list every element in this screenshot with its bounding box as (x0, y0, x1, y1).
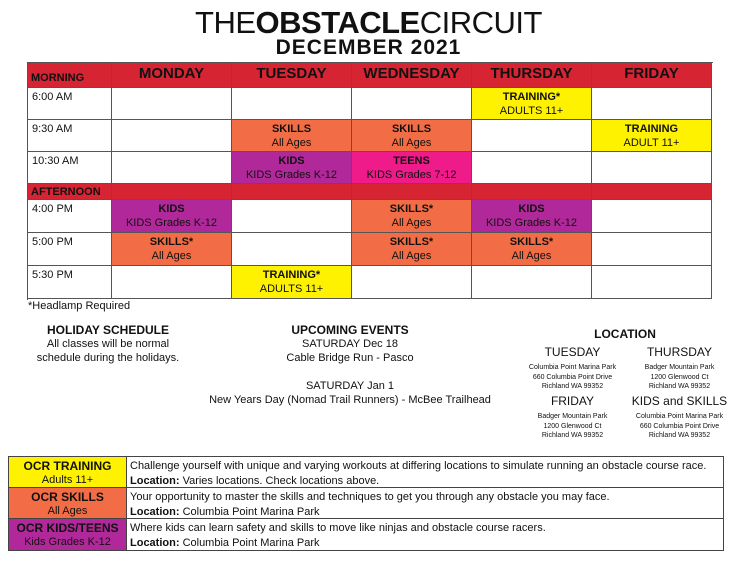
class-skills: SKILLS All Ages (232, 120, 352, 152)
morning-label: MORNING (28, 63, 112, 88)
section-band (472, 184, 592, 200)
legend-row (9, 457, 723, 488)
afternoon-label: AFTERNOON (28, 184, 112, 200)
class-kids: KIDS KIDS Grades K-12 (112, 200, 232, 233)
event-name: New Years Day (Nomad Trail Runners) - McBee Trailhead (209, 394, 491, 406)
empty-cell (112, 120, 232, 152)
holiday-line: schedule during the holidays. (36, 352, 180, 364)
empty-cell (232, 233, 352, 266)
class-skills: SKILLS All Ages (352, 120, 472, 152)
location-address: Columbia Point Marina Park 660 Columbia Point Drive Richland WA 99352 (528, 364, 617, 390)
day-header-tuesday: TUESDAY (232, 63, 352, 88)
class-teens: TEENS KIDS Grades 7-12 (352, 152, 472, 184)
empty-cell (472, 152, 592, 184)
upcoming-events (185, 323, 515, 407)
location-day: FRIDAY (550, 394, 595, 408)
class-kids: KIDS KIDS Grades K-12 (472, 200, 592, 233)
holiday-title: HOLIDAY SCHEDULE (46, 323, 170, 337)
holiday-line: All classes will be normal (46, 338, 170, 350)
class-training: TRAINING* ADULTS 11+ (472, 88, 592, 120)
location-address: Badger Mountain Park 1200 Glenwood Ct Richland WA 99352 (537, 413, 608, 439)
class-skills: SKILLS* All Ages (352, 233, 472, 266)
location-day: THURSDAY (646, 345, 713, 359)
time-cell: 4:00 PM (28, 200, 112, 233)
location-day: KIDS and SKILLS (631, 394, 728, 408)
empty-cell (592, 200, 712, 233)
holiday-schedule (8, 323, 208, 365)
empty-cell (592, 233, 712, 266)
schedule-grid (27, 62, 713, 300)
class-legend (8, 456, 724, 551)
legend-skills-label: OCR SKILLS All Ages (9, 488, 127, 518)
day-header-thursday: THURSDAY (472, 63, 592, 88)
location-address: Columbia Point Marina Park 660 Columbia Point Drive Richland WA 99352 (635, 413, 724, 439)
headlamp-note: *Headlamp Required (28, 300, 131, 312)
empty-cell (472, 120, 592, 152)
section-band (592, 184, 712, 200)
empty-cell (352, 88, 472, 120)
empty-cell (592, 266, 712, 299)
location-day: TUESDAY (544, 345, 601, 359)
time-cell: 6:00 AM (28, 88, 112, 120)
empty-cell (112, 88, 232, 120)
legend-row (9, 519, 723, 550)
brand-logo: THEOBSTACLECIRCUIT (195, 5, 542, 40)
empty-cell (232, 88, 352, 120)
empty-cell (592, 152, 712, 184)
time-cell: 10:30 AM (28, 152, 112, 184)
empty-cell (232, 200, 352, 233)
event-date: SATURDAY Dec 18 (302, 338, 398, 350)
location-address: Badger Mountain Park 1200 Glenwood Ct Richland WA 99352 (644, 364, 715, 390)
empty-cell (112, 152, 232, 184)
class-skills: SKILLS* All Ages (112, 233, 232, 266)
time-cell: 9:30 AM (28, 120, 112, 152)
legend-description: Challenge yourself with unique and varying workouts at differing locations to simulate running an obstacle course race. Location: Varies locations. Check locations above. (130, 460, 707, 487)
empty-cell (352, 266, 472, 299)
legend-description: Your opportunity to master the skills and techniques to get you through any obstacle you may face. Location: Columbia Point Marina Park (130, 491, 610, 518)
event-date: SATURDAY Jan 1 (305, 380, 395, 392)
class-skills: SKILLS* All Ages (352, 200, 472, 233)
class-skills: SKILLS* All Ages (472, 233, 592, 266)
legend-row (9, 488, 723, 519)
class-training: TRAINING ADULT 11+ (592, 120, 712, 152)
location-title: LOCATION (594, 327, 656, 341)
empty-cell (592, 88, 712, 120)
empty-cell (112, 266, 232, 299)
section-band (232, 184, 352, 200)
legend-training-label: OCR TRAINING Adults 11+ (9, 457, 127, 487)
upcoming-title: UPCOMING EVENTS (291, 323, 409, 337)
section-band (112, 184, 232, 200)
event-name: Cable Bridge Run - Pasco (286, 352, 414, 364)
month-title: DECEMBER 2021 (275, 36, 462, 59)
legend-kids-label: OCR KIDS/TEENS Kids Grades K-12 (9, 519, 127, 550)
time-cell: 5:30 PM (28, 266, 112, 299)
class-training: TRAINING* ADULTS 11+ (232, 266, 352, 299)
class-kids: KIDS KIDS Grades K-12 (232, 152, 352, 184)
day-header-wednesday: WEDNESDAY (352, 63, 472, 88)
day-header-monday: MONDAY (112, 63, 232, 88)
day-header-friday: FRIDAY (592, 63, 712, 88)
legend-description: Where kids can learn safety and skills to move like ninjas and obstacle course racers. Location: Columbia Point Marina Park (130, 522, 546, 549)
section-band (352, 184, 472, 200)
empty-cell (472, 266, 592, 299)
time-cell: 5:00 PM (28, 233, 112, 266)
